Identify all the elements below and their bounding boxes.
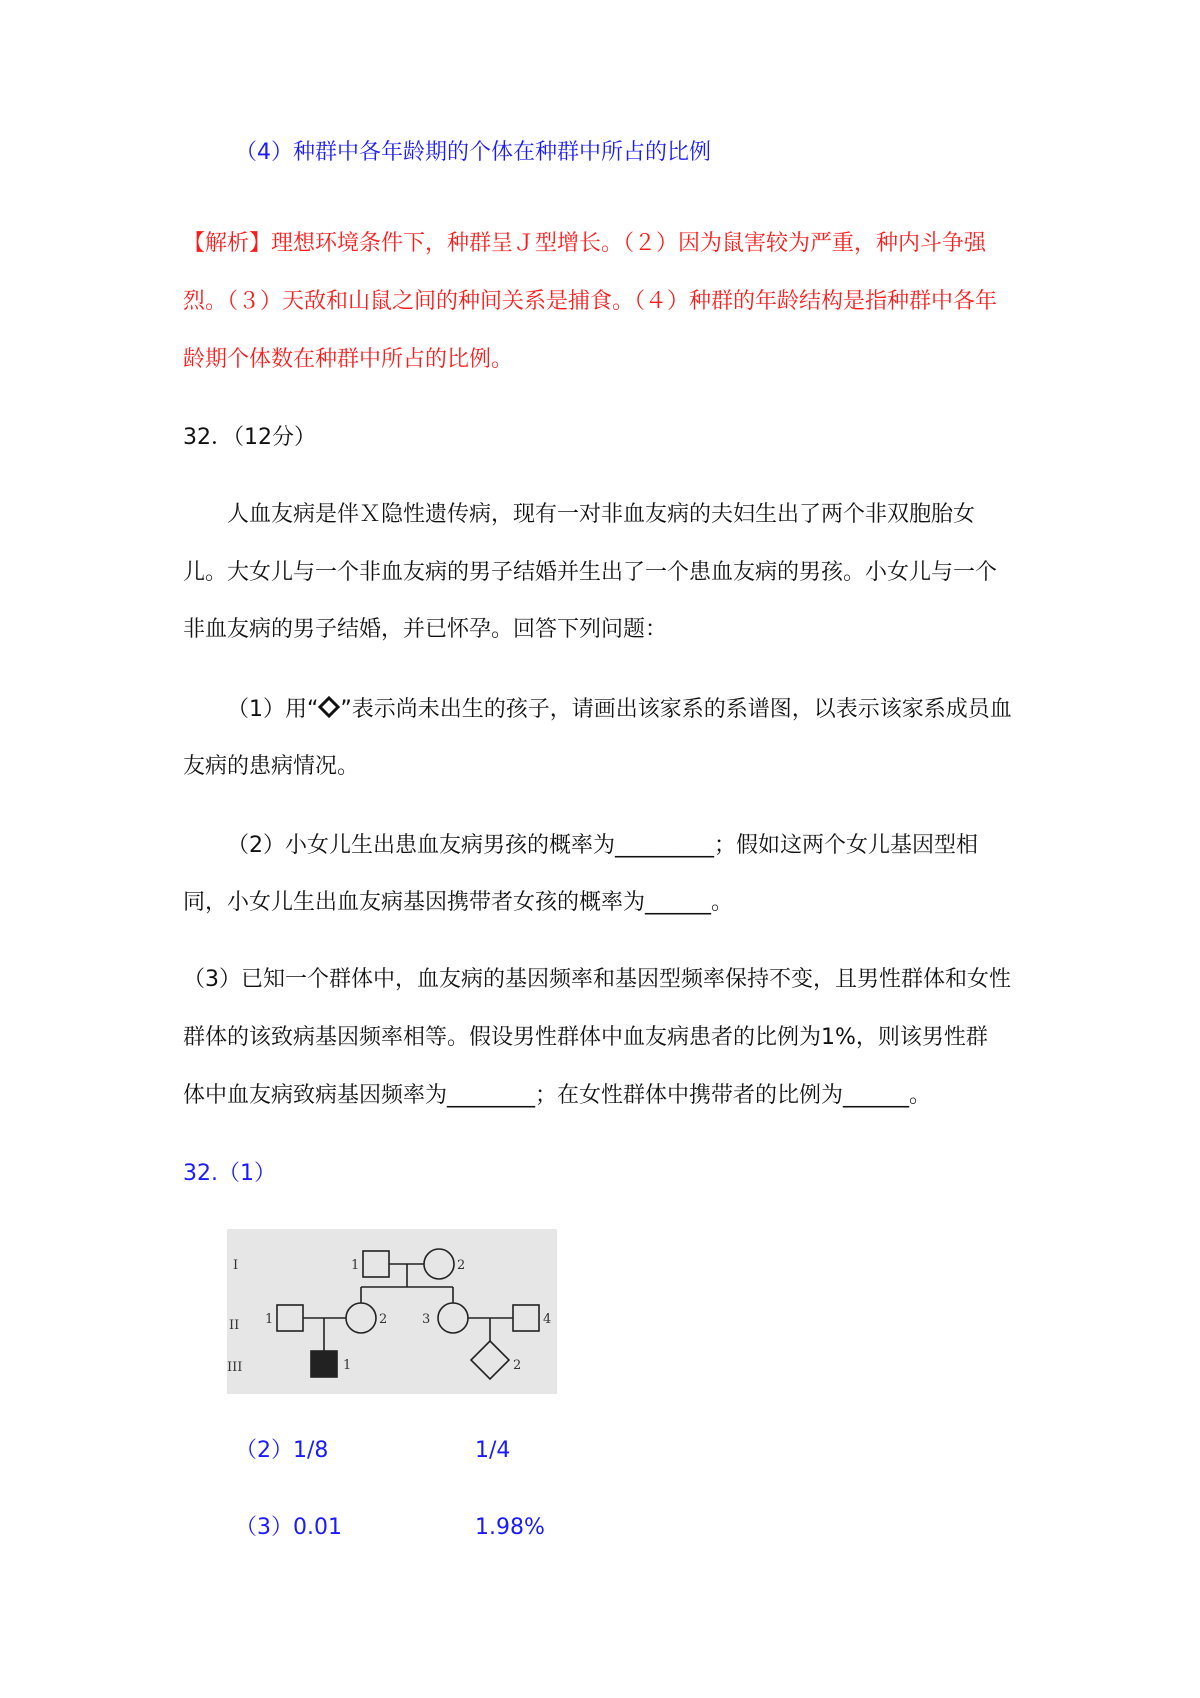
answer-part3-second: 1.98% <box>475 1515 545 1540</box>
answer-part2-second: 1/4 <box>475 1438 511 1463</box>
question-part2-line-2: 同，小女儿生出血友病基因携带者女孩的概率为______。 <box>183 890 734 915</box>
question-part1-line-2: 友病的患病情况。 <box>183 754 360 779</box>
label-III-1: 1 <box>343 1358 352 1373</box>
member-II-4-male <box>513 1305 539 1331</box>
member-I-1-male <box>363 1251 389 1277</box>
question-stem-line-1: 人血友病是伴Ｘ隐性遗传病，现有一对非血友病的夫妇生出了两个非双胞胎女 <box>227 502 976 527</box>
question-part3-line-3: 体中血友病致病基因频率为________；在女性群体中携带者的比例为______。 <box>183 1083 932 1108</box>
member-I-2-female <box>424 1249 454 1279</box>
question-part3-line-2: 群体的该致病基因频率相等。假设男性群体中血友病患者的比例为1%，则该男性群 <box>183 1025 988 1050</box>
analysis-line-2: 烈。（３）天敌和山鼠之间的种间关系是捕食。（４）种群的年龄结构是指种群中各年 <box>183 289 998 314</box>
member-III-1-affected-male <box>311 1351 337 1377</box>
label-I-2: 2 <box>457 1258 466 1273</box>
part1-after-symbol: ”表示尚未出生的孩子，请画出该家系的系谱图，以表示该家系成员血 <box>340 697 1012 722</box>
member-II-1-male <box>277 1305 303 1331</box>
label-I-1: 1 <box>351 1258 360 1273</box>
answer-label: 32.（1） <box>183 1161 276 1186</box>
question-stem-line-2: 儿。大女儿与一个非血友病的男子结婚并生出了一个患血友病的男孩。小女儿与一个 <box>183 560 998 585</box>
label-II-3: 3 <box>422 1312 431 1327</box>
pedigree-diagram <box>227 1229 557 1394</box>
analysis-line-3: 龄期个体数在种群中所占的比例。 <box>183 347 514 372</box>
member-III-2-unborn-child <box>471 1341 509 1379</box>
label-II-2: 2 <box>379 1312 388 1327</box>
answer-part3-first: （3）0.01 <box>235 1515 342 1540</box>
generation-label-2: II <box>229 1318 240 1333</box>
generation-label-3: III <box>227 1360 243 1375</box>
analysis-line-1: 【解析】理想环境条件下，种群呈Ｊ型增长。（２）因为鼠害较为严重，种内斗争强 <box>183 231 987 256</box>
member-II-2-female <box>346 1303 376 1333</box>
question-part3-line-1: （3）已知一个群体中，血友病的基因频率和基因型频率保持不变，且男性群体和女性 <box>183 967 1011 992</box>
label-III-2: 2 <box>513 1358 522 1373</box>
part1-before-symbol: （1）用“ <box>227 697 319 722</box>
question-stem-line-3: 非血友病的男子结婚，并已怀孕。回答下列问题： <box>183 617 668 642</box>
prev-answer-item4: （4）种群中各年龄期的个体在种群中所占的比例 <box>235 140 711 165</box>
label-II-4: 4 <box>543 1312 552 1327</box>
question-part2-line-1: （2）小女儿生出患血友病男孩的概率为_________；假如这两个女儿基因型相 <box>227 833 978 858</box>
generation-label-1: I <box>233 1258 239 1273</box>
member-II-3-female <box>438 1303 468 1333</box>
label-II-1: 1 <box>265 1312 274 1327</box>
diamond-icon <box>318 696 340 718</box>
pedigree-svg <box>227 1229 557 1394</box>
question-number: 32．（12分） <box>183 425 316 450</box>
question-part1-line-1 <box>227 695 1012 725</box>
answer-part2-first: （2）1/8 <box>235 1438 329 1463</box>
